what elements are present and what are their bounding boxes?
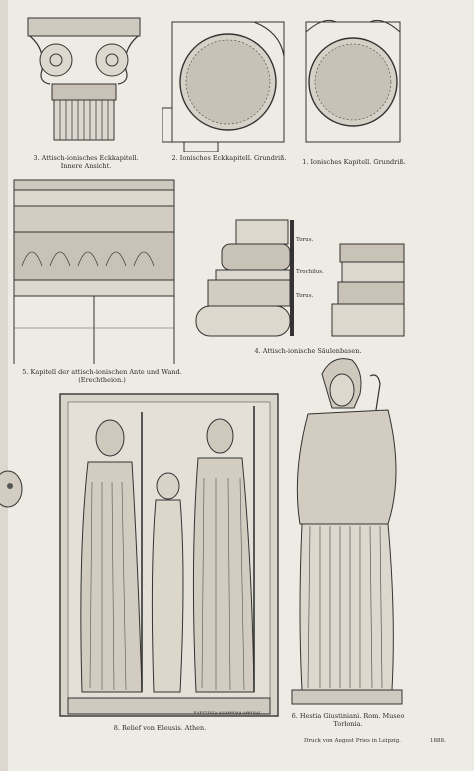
caption-figure-2: 2. Ionisches Eckkapitell. Grundriß.	[171, 154, 287, 162]
figure-4-column-bases	[192, 214, 406, 342]
figure-3-corner-capital	[16, 10, 152, 152]
relief-inscription: ΕΛΕΥΣΙΝΙΑ·ΑΝΑΘΗΜΑ·ΑΘΗΝΑΙ	[193, 710, 261, 715]
label-trochilus: Trochilus.	[296, 269, 324, 275]
partial-head-figure	[0, 468, 24, 510]
figure-2-corner-capital-plan	[162, 12, 294, 152]
caption-figure-4: 4. Attisch-ionische Säulenbasen.	[254, 347, 362, 355]
label-torus-bottom: Torus.	[296, 293, 314, 299]
figure-8-relief-eleusis	[58, 392, 280, 718]
caption-figure-6: 6. Hestia Giustiniani. Rom. Museo Torlonia.	[291, 712, 405, 728]
caption-figure-3: 3. Attisch-ionisches Eckkapitell. Innere Ansicht.	[33, 154, 139, 170]
printer-credit: Druck von August Pries in Leipzig.	[304, 738, 401, 744]
label-torus-top: Torus.	[296, 237, 314, 243]
figure-1-capital-plan	[300, 12, 406, 152]
print-year: 1888.	[430, 738, 446, 744]
page-gutter	[0, 0, 8, 771]
figure-6-hestia-giustiniani	[284, 354, 412, 714]
caption-figure-8: 8. Relief von Eleusis. Athen.	[113, 724, 207, 732]
caption-figure-1: 1. Ionisches Kapitell. Grundriß.	[302, 158, 406, 166]
figure-5-anta-capital	[12, 178, 178, 368]
caption-figure-5: 5. Kapitell der attisch-ionischen Ante und Wand. (Erechtheion.)	[22, 368, 182, 384]
